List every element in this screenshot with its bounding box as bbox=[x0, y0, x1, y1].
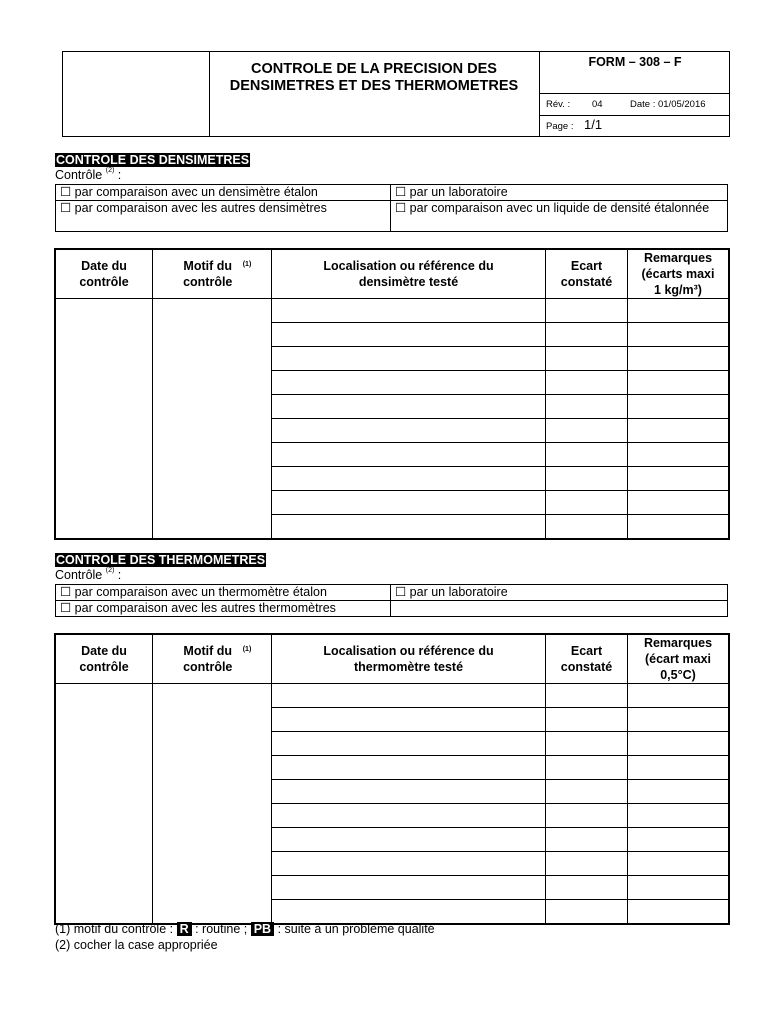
column-header-localisation-text: Localisation ou référence du thermomètre testé bbox=[323, 644, 494, 674]
ecart-cell[interactable] bbox=[546, 708, 628, 732]
page-value: 1/1 bbox=[584, 117, 603, 132]
control-label-text: Contrôle bbox=[55, 168, 103, 182]
footnote-2: (2) cocher la case appropriée bbox=[55, 938, 218, 952]
remarques-cell[interactable] bbox=[628, 732, 729, 756]
remarques-line-3: 1 kg/m³) bbox=[654, 283, 702, 297]
column-header-ecart-text: Ecart constaté bbox=[560, 259, 613, 289]
remarques-cell[interactable] bbox=[628, 371, 729, 395]
remarques-cell[interactable] bbox=[628, 828, 729, 852]
ecart-cell[interactable] bbox=[546, 828, 628, 852]
localisation-cell[interactable] bbox=[272, 732, 546, 756]
date-cell[interactable] bbox=[56, 299, 153, 539]
column-header-date-text: Date du contrôle bbox=[79, 259, 129, 289]
remarques-cell[interactable] bbox=[628, 756, 729, 780]
remarques-line-1: Remarques bbox=[643, 636, 713, 650]
tag-routine: R bbox=[177, 922, 192, 936]
logo-area bbox=[63, 52, 210, 136]
control-label-thermometres bbox=[55, 568, 121, 582]
remarques-cell[interactable] bbox=[628, 419, 729, 443]
option-checkbox-thermometre-etalon[interactable]: ☐ par comparaison avec un thermomètre étalon bbox=[56, 585, 391, 601]
column-header-ecart bbox=[546, 635, 628, 684]
localisation-cell[interactable] bbox=[272, 515, 546, 539]
table-row bbox=[56, 684, 729, 708]
footnote-1-prefix: (1) motif du contrôle : bbox=[55, 922, 174, 936]
option-checkbox-laboratoire[interactable]: ☐ par un laboratoire bbox=[391, 185, 728, 201]
localisation-cell[interactable] bbox=[272, 828, 546, 852]
column-header-motif-text: Motif du contrôle bbox=[183, 259, 233, 289]
motif-footnote-ref: (1) bbox=[242, 646, 252, 653]
column-header-localisation bbox=[272, 635, 546, 684]
column-header-motif-text: Motif du contrôle bbox=[183, 644, 233, 674]
revision-value: 04 bbox=[592, 99, 603, 110]
footnote-1-routine: : routine ; bbox=[195, 922, 248, 936]
ecart-cell[interactable] bbox=[546, 395, 628, 419]
footnote-1-suite: : suite à un problème qualité bbox=[277, 922, 435, 936]
column-header-motif bbox=[153, 635, 272, 684]
document-header bbox=[62, 51, 730, 137]
localisation-cell[interactable] bbox=[272, 708, 546, 732]
ecart-cell[interactable] bbox=[546, 780, 628, 804]
ecart-cell[interactable] bbox=[546, 876, 628, 900]
ecart-cell[interactable] bbox=[546, 732, 628, 756]
motif-footnote-ref: (1) bbox=[242, 261, 252, 268]
ecart-cell[interactable] bbox=[546, 491, 628, 515]
form-code: FORM – 308 – F bbox=[540, 52, 730, 94]
remarques-cell[interactable] bbox=[628, 876, 729, 900]
ecart-cell[interactable] bbox=[546, 347, 628, 371]
remarques-line-3: 0,5°C) bbox=[660, 668, 696, 682]
localisation-cell[interactable] bbox=[272, 443, 546, 467]
remarques-line-2: (écarts maxi bbox=[641, 267, 715, 281]
ecart-cell[interactable] bbox=[546, 371, 628, 395]
document-title bbox=[210, 52, 538, 136]
localisation-cell[interactable] bbox=[272, 900, 546, 924]
control-footnote-ref: (2) bbox=[105, 567, 115, 574]
remarques-cell[interactable] bbox=[628, 780, 729, 804]
column-header-ecart bbox=[546, 250, 628, 299]
control-label-text: Contrôle bbox=[55, 568, 103, 582]
document-meta bbox=[539, 52, 730, 136]
control-colon: : bbox=[117, 168, 122, 182]
remarques-line-2: (écart maxi bbox=[644, 652, 711, 666]
motif-cell[interactable] bbox=[153, 299, 272, 539]
ecart-cell[interactable] bbox=[546, 515, 628, 539]
motif-cell[interactable] bbox=[153, 684, 272, 924]
table-densimetres bbox=[55, 249, 729, 539]
ecart-cell[interactable] bbox=[546, 900, 628, 924]
ecart-cell[interactable] bbox=[546, 852, 628, 876]
localisation-cell[interactable] bbox=[272, 852, 546, 876]
ecart-cell[interactable] bbox=[546, 419, 628, 443]
remarques-cell[interactable] bbox=[628, 323, 729, 347]
tag-probleme: PB bbox=[251, 922, 274, 936]
table-body-densimetres bbox=[56, 299, 729, 539]
localisation-cell[interactable] bbox=[272, 419, 546, 443]
ecart-cell[interactable] bbox=[546, 804, 628, 828]
section-title-thermometres: CONTROLE DES THERMOMETRES bbox=[56, 553, 266, 567]
control-label-densimetres bbox=[55, 168, 121, 182]
column-header-motif bbox=[153, 250, 272, 299]
column-header-date-text: Date du contrôle bbox=[79, 644, 129, 674]
options-thermometres bbox=[55, 584, 728, 617]
remarques-cell[interactable] bbox=[628, 467, 729, 491]
option-checkbox-autres-thermometres[interactable]: ☐ par comparaison avec les autres thermomètres bbox=[56, 601, 391, 617]
option-checkbox-liquide-etalonne[interactable]: ☐ par comparaison avec un liquide de densité étalonnée bbox=[391, 201, 728, 232]
remarques-line-1: Remarques bbox=[643, 251, 713, 265]
option-checkbox-autres-densimetres[interactable]: ☐ par comparaison avec les autres densimètres bbox=[56, 201, 391, 232]
ecart-cell[interactable] bbox=[546, 443, 628, 467]
remarques-cell[interactable] bbox=[628, 491, 729, 515]
page-label: Page : bbox=[546, 121, 574, 132]
localisation-cell[interactable] bbox=[272, 684, 546, 708]
localisation-cell[interactable] bbox=[272, 323, 546, 347]
localisation-cell[interactable] bbox=[272, 804, 546, 828]
option-empty-cell bbox=[391, 601, 728, 617]
title-line-1: CONTROLE DE LA PRECISION DES bbox=[251, 61, 497, 77]
remarques-cell[interactable] bbox=[628, 443, 729, 467]
control-colon: : bbox=[117, 568, 122, 582]
remarques-cell[interactable] bbox=[628, 515, 729, 539]
ecart-cell[interactable] bbox=[546, 299, 628, 323]
option-checkbox-laboratoire[interactable]: ☐ par un laboratoire bbox=[391, 585, 728, 601]
localisation-cell[interactable] bbox=[272, 756, 546, 780]
option-checkbox-densimetre-etalon[interactable]: ☐ par comparaison avec un densimètre étalon bbox=[56, 185, 391, 201]
footnote-1 bbox=[55, 921, 435, 937]
ecart-cell[interactable] bbox=[546, 684, 628, 708]
revision-label: Rév. : bbox=[546, 99, 571, 110]
section-title-densimetres: CONTROLE DES DENSIMETRES bbox=[56, 153, 250, 167]
localisation-cell[interactable] bbox=[272, 347, 546, 371]
localisation-cell[interactable] bbox=[272, 467, 546, 491]
column-header-date bbox=[56, 635, 153, 684]
table-row bbox=[56, 299, 729, 323]
remarques-cell[interactable] bbox=[628, 804, 729, 828]
remarques-cell[interactable] bbox=[628, 299, 729, 323]
column-header-localisation bbox=[272, 250, 546, 299]
page-row bbox=[540, 116, 730, 136]
localisation-cell[interactable] bbox=[272, 395, 546, 419]
column-header-date bbox=[56, 250, 153, 299]
localisation-cell[interactable] bbox=[272, 299, 546, 323]
column-header-remarques bbox=[628, 250, 729, 299]
column-header-ecart-text: Ecart constaté bbox=[560, 644, 613, 674]
table-body-thermometres bbox=[56, 684, 729, 924]
column-header-remarques bbox=[628, 635, 729, 684]
ecart-cell[interactable] bbox=[546, 756, 628, 780]
localisation-cell[interactable] bbox=[272, 780, 546, 804]
remarques-cell[interactable] bbox=[628, 347, 729, 371]
revision-row bbox=[540, 94, 730, 116]
column-header-localisation-text: Localisation ou référence du densimètre testé bbox=[323, 259, 494, 289]
title-line-2: DENSIMETRES ET DES THERMOMETRES bbox=[229, 78, 519, 94]
remarques-cell[interactable] bbox=[628, 395, 729, 419]
localisation-cell[interactable] bbox=[272, 371, 546, 395]
remarques-cell[interactable] bbox=[628, 852, 729, 876]
ecart-cell[interactable] bbox=[546, 323, 628, 347]
localisation-cell[interactable] bbox=[272, 491, 546, 515]
table-thermometres bbox=[55, 634, 729, 924]
ecart-cell[interactable] bbox=[546, 467, 628, 491]
remarques-cell[interactable] bbox=[628, 708, 729, 732]
options-densimetres bbox=[55, 184, 728, 232]
remarques-cell[interactable] bbox=[628, 684, 729, 708]
control-footnote-ref: (2) bbox=[105, 167, 115, 174]
revision-date: Date : 01/05/2016 bbox=[630, 99, 706, 110]
footnotes bbox=[55, 921, 435, 953]
remarques-cell[interactable] bbox=[628, 900, 729, 924]
localisation-cell[interactable] bbox=[272, 876, 546, 900]
date-cell[interactable] bbox=[56, 684, 153, 924]
